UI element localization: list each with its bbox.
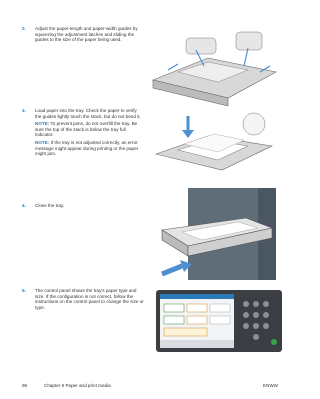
step-text: Close the tray.: [35, 203, 65, 208]
close-tray-illustration: [148, 188, 280, 280]
note-label: NOTE:: [35, 121, 50, 127]
note: [35, 121, 144, 138]
page-number: 96: [22, 383, 28, 388]
step-text: The control panel shows the tray's paper type and size. If the configuration is not correct, follow the instructions on the control panel to change the size or type.: [35, 288, 144, 310]
step-5: [22, 288, 144, 312]
footer-brand: ENWW: [262, 383, 278, 388]
tray-guides-illustration: [148, 20, 280, 106]
note: [35, 140, 144, 157]
note-text: To prevent jams, do not overfill the tray. Be sure the top of the stack is below the tray full indicator.: [35, 121, 138, 138]
step-text: Load paper into the tray. Check the paper to verify the guides lightly touch the stack, but do not bend it.: [35, 108, 141, 119]
note-text: If the tray is not adjusted correctly, an error message might appear during printing or the paper might jam.: [35, 139, 139, 157]
step-4: [22, 203, 144, 211]
step-3: [22, 108, 144, 159]
chapter-title: Chapter 6 Paper and print media: [44, 383, 111, 388]
control-panel-illustration: [156, 290, 282, 352]
step-number: 5.: [22, 288, 26, 293]
step-number: 2.: [22, 26, 26, 31]
step-number: 3.: [22, 108, 26, 113]
step-text: Adjust the paper-length and paper-width guides by squeezing the adjustment latches and sliding the guides to the size of the paper being used.: [35, 26, 138, 43]
note-label: NOTE:: [35, 139, 50, 145]
step-2: [22, 26, 144, 45]
step-number: 4.: [22, 203, 26, 208]
load-paper-illustration: [148, 110, 280, 176]
